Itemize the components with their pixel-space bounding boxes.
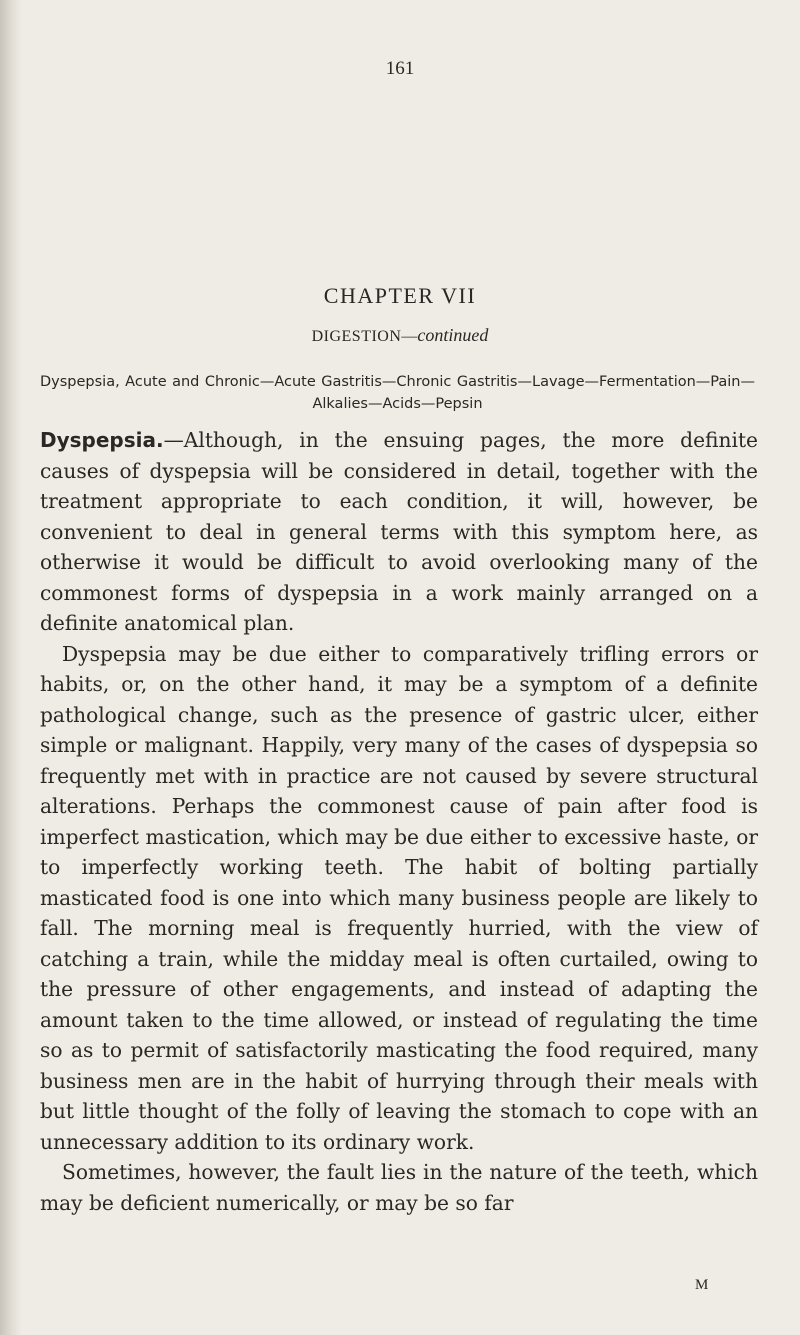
- paragraph-text: —Although, in the ensuing pages, the more definite causes of dyspepsia will be considered in detail, together with the treatment appropriate to each condition, it will, however, be convenient to deal in general terms with this symptom here, as otherwise it would be difficult to avoid overlooking many of the commonest forms of dyspepsia in a work mainly arranged on a definite anatomical plan.: [40, 428, 758, 635]
- chapter-subtitle-dash: —: [401, 328, 418, 345]
- page-number: 161: [385, 58, 415, 79]
- paragraph-dyspepsia-intro: [40, 425, 758, 639]
- body-text: [40, 425, 758, 1218]
- chapter-subtitle-continued: continued: [417, 325, 489, 345]
- page-edge-shadow: [0, 0, 22, 1335]
- run-in-heading: Dyspepsia.: [40, 428, 164, 452]
- signature-mark: M: [695, 1277, 709, 1293]
- paragraph-causes: Dyspepsia may be due either to comparatively trifling errors or habits, or, on the other hand, it may be a symptom of a definite pathological change, such as the presence of gastric ulcer, either simple or malignant. Happily, very many of the cases of dyspepsia so frequently met with in practice are not caused by severe structural alterations. Perhaps the commonest cause of pain after food is imperfect mastication, which may be due either to excessive haste, or to imperfectly working teeth. The habit of bolting partially masticated food is one into which many business people are likely to fall. The morning meal is frequently hurried, with the view of catching a train, while the midday meal is often curtailed, owing to the pressure of other engagements, and instead of adapting the amount taken to the time allowed, or instead of regulating the time so as to permit of satisfactorily masticating the food required, many business men are in the habit of hurrying through their meals with but little thought of the folly of leaving the stomach to cope with an unnecessary addition to its ordinary work.: [40, 641, 758, 1154]
- chapter-subtitle: [0, 325, 800, 346]
- chapter-title: CHAPTER VII: [323, 283, 477, 308]
- chapter-synopsis: Dyspepsia, Acute and Chronic—Acute Gastritis—Chronic Gastritis—Lavage—Fermentation—Pain—Alkalies—Acids—Pepsin: [40, 374, 755, 412]
- chapter-subtitle-topic: DIGESTION: [311, 328, 402, 345]
- paragraph-teeth: Sometimes, however, the fault lies in the nature of the teeth, which may be deficient numerically, or may be so far: [40, 1160, 758, 1215]
